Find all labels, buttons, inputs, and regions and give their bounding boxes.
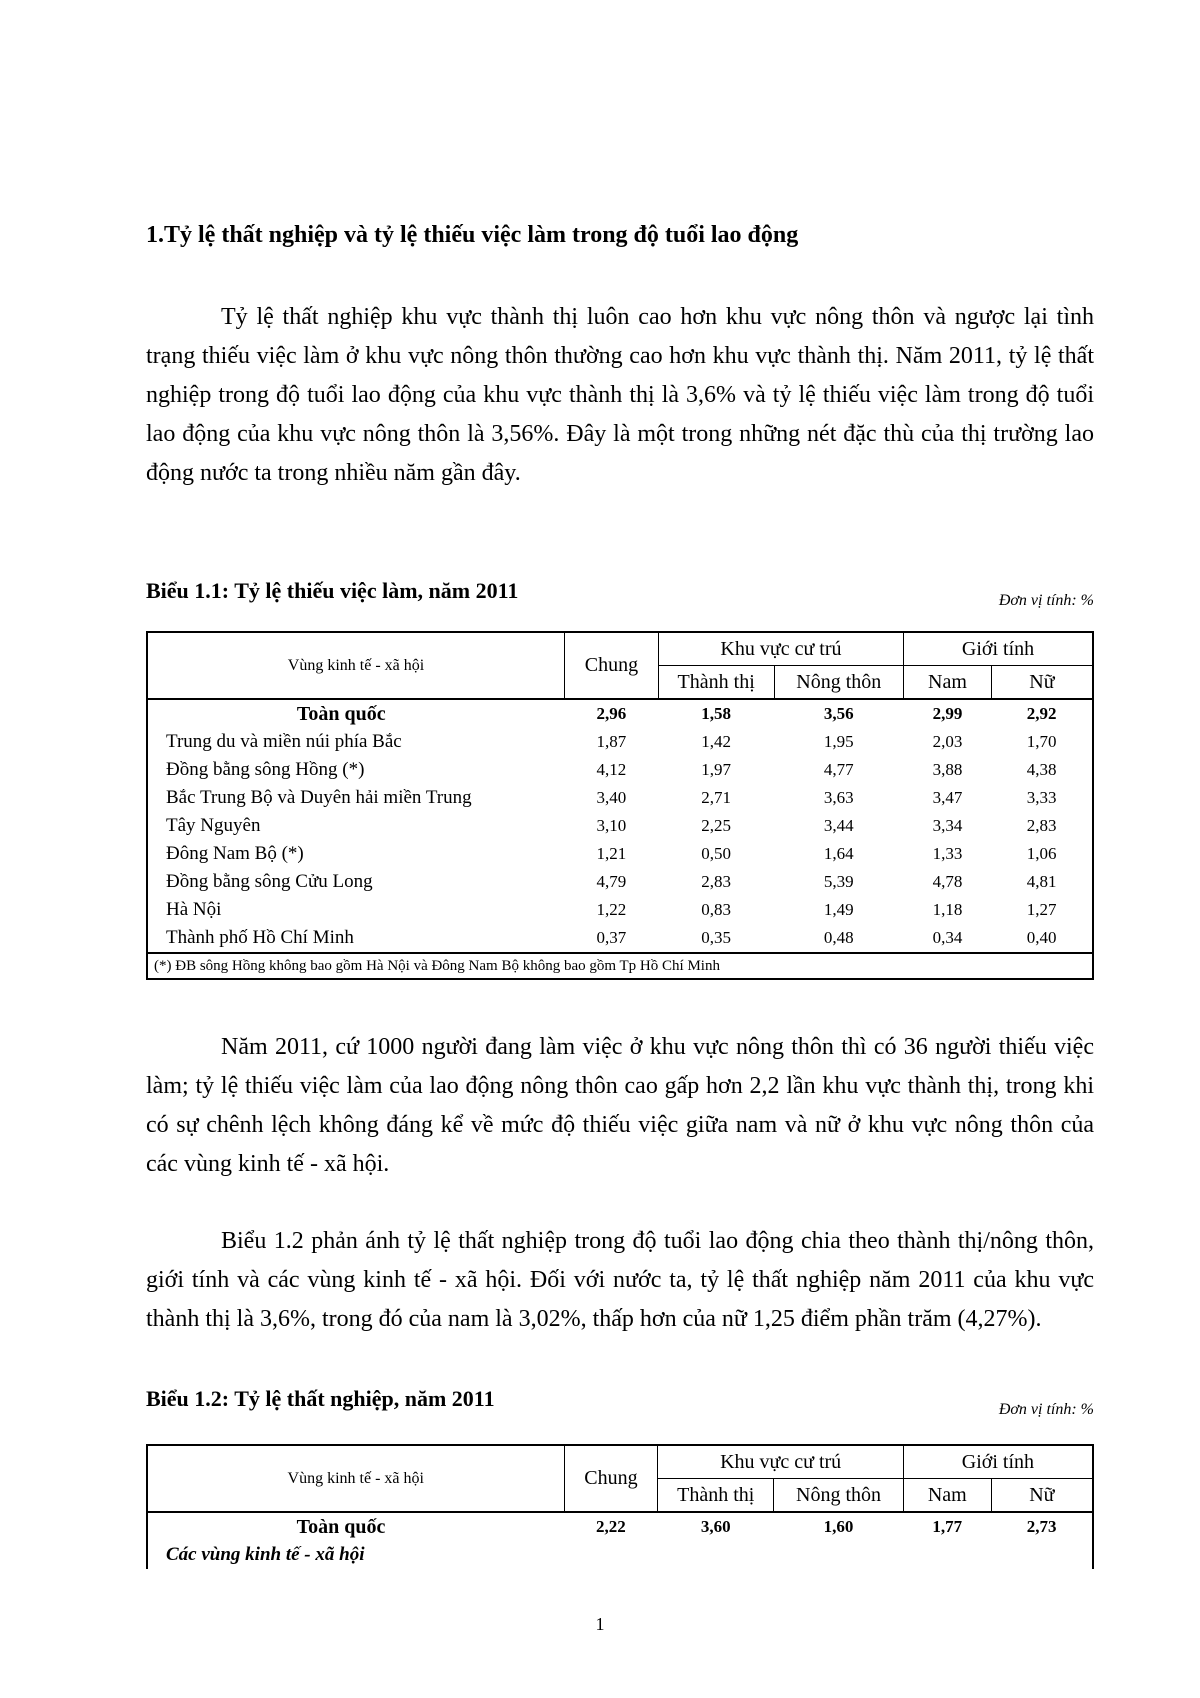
region-name-cell: Toàn quốc (296, 702, 386, 725)
value-cell: 3,44 (823, 816, 854, 835)
region-name-cell: Trung du và miền núi phía Bắc (166, 731, 402, 752)
value-cell: 3,60 (700, 1517, 731, 1536)
table1-header-male: Nam (904, 666, 992, 700)
table2-header-gender: Giới tính (903, 1445, 1093, 1479)
value-cell: 4,81 (1026, 872, 1057, 891)
table2-header-general: Chung (564, 1445, 658, 1512)
value-cell: 2,92 (1026, 704, 1057, 723)
region-name-cell: Bắc Trung Bộ và Duyên hải miền Trung (166, 787, 472, 808)
region-name-cell: Đồng bằng sông Hồng (*) (166, 759, 365, 780)
value-cell: 4,78 (932, 872, 963, 891)
table-unemployment (146, 1444, 1094, 1569)
value-cell: 3,40 (596, 788, 627, 807)
value-cell: 3,63 (823, 788, 854, 807)
table-row (147, 784, 1093, 812)
value-cell: 1,49 (823, 900, 854, 919)
value-cell: 2,99 (932, 704, 963, 723)
value-cell: 2,71 (701, 788, 732, 807)
region-name-cell: Tây Nguyên (166, 815, 261, 836)
region-name-cell: Toàn quốc (296, 1515, 386, 1538)
value-cell: 2,96 (596, 704, 627, 723)
table-row (147, 840, 1093, 868)
table2-header-residence: Khu vực cư trú (658, 1445, 904, 1479)
table-row (147, 728, 1093, 756)
region-name-cell: Hà Nội (166, 899, 222, 920)
table1-body (147, 699, 1093, 953)
table-row-total (147, 1512, 1093, 1541)
value-cell: 1,87 (596, 732, 627, 751)
value-cell: 1,95 (823, 732, 854, 751)
value-cell: 0,35 (701, 928, 732, 947)
table2-unit: Đơn vị tính: % (998, 1401, 1094, 1418)
value-cell: 3,33 (1026, 788, 1057, 807)
table1-header-gender: Giới tính (904, 632, 1093, 666)
value-cell: 4,77 (823, 760, 854, 779)
region-name-cell: Đông Nam Bộ (*) (166, 843, 304, 864)
value-cell: 2,83 (701, 872, 732, 891)
value-cell: 5,39 (823, 872, 854, 891)
region-name-cell: Đồng bằng sông Cửu Long (166, 871, 373, 892)
value-cell: 3,56 (823, 704, 854, 723)
table2-header-rural: Nông thôn (774, 1479, 904, 1513)
value-cell: 2,03 (932, 732, 963, 751)
table-row (147, 756, 1093, 784)
value-cell: 1,33 (932, 844, 963, 863)
table1-header-general: Chung (565, 632, 659, 699)
value-cell: 0,37 (596, 928, 627, 947)
value-cell: 4,38 (1026, 760, 1057, 779)
table2-subheading: Các vùng kinh tế - xã hội (166, 1544, 365, 1565)
table1-header-region: Vùng kinh tế - xã hội (147, 632, 565, 699)
table1-note: (*) ĐB sông Hồng không bao gồm Hà Nội và Đông Nam Bộ không bao gồm Tp Hồ Chí Minh (147, 953, 1093, 979)
value-cell: 2,22 (596, 1517, 626, 1536)
value-cell: 1,60 (823, 1517, 854, 1536)
region-name-cell: Thành phố Hồ Chí Minh (166, 927, 354, 948)
value-cell: 0,50 (701, 844, 732, 863)
table-row-total (147, 699, 1093, 728)
table-row (147, 812, 1093, 840)
table-row (147, 896, 1093, 924)
table2-header-region: Vùng kinh tế - xã hội (147, 1445, 564, 1512)
table1-header-rural: Nông thôn (774, 666, 904, 700)
value-cell: 2,83 (1026, 816, 1057, 835)
table2-header-urban: Thành thị (658, 1479, 774, 1513)
value-cell: 1,58 (701, 704, 732, 723)
value-cell: 1,97 (701, 760, 732, 779)
table1-header-female: Nữ (991, 666, 1093, 700)
value-cell: 0,34 (932, 928, 963, 947)
value-cell: 0,40 (1026, 928, 1057, 947)
value-cell: 4,12 (596, 760, 627, 779)
table1-caption: Biểu 1.1: Tỷ lệ thiếu việc làm, năm 2011 (146, 578, 519, 603)
value-cell: 1,64 (823, 844, 854, 863)
value-cell: 1,70 (1026, 732, 1057, 751)
value-cell: 1,06 (1026, 844, 1057, 863)
value-cell: 2,25 (701, 816, 732, 835)
paragraph-1: Tỷ lệ thất nghiệp khu vực thành thị luôn cao hơn khu vực nông thôn và ngược lại tình trạng thiếu việc làm ở khu vực nông thôn thường cao hơn khu vực thành thị. Năm 2011, tỷ lệ thất nghiệp trong độ tuổi lao động của khu vực thành thị là 3,6% và tỷ lệ thiếu việc làm trong độ tuổi lao động của khu vực nông thôn là 3,56%. Đây là một trong những nét đặc thù của thị trường lao động nước ta trong nhiều năm gần đây. (146, 304, 1094, 486)
table-underemployment (146, 631, 1094, 980)
value-cell: 1,21 (596, 844, 627, 863)
value-cell: 1,18 (932, 900, 963, 919)
table2-header-female: Nữ (991, 1479, 1093, 1513)
value-cell: 1,77 (932, 1517, 963, 1536)
table1-header-urban: Thành thị (658, 666, 774, 700)
page-number: 1 (595, 1614, 605, 1634)
value-cell: 0,83 (701, 900, 732, 919)
value-cell: 4,79 (596, 872, 627, 891)
value-cell: 3,34 (932, 816, 963, 835)
paragraph-2: Năm 2011, cứ 1000 người đang làm việc ở khu vực nông thôn thì có 36 người thiếu việc làm; tỷ lệ thiếu việc làm của lao động nông thôn cao gấp hơn 2,2 lần khu vực thành thị, trong khi có sự chênh lệch không đáng kể về mức độ thiếu việc giữa nam và nữ ở khu vực nông thôn của các vùng kinh tế - xã hội. (146, 1034, 1094, 1177)
paragraph-3: Biểu 1.2 phản ánh tỷ lệ thất nghiệp trong độ tuổi lao động chia theo thành thị/nông thôn, giới tính và các vùng kinh tế - xã hội. Đối với nước ta, tỷ lệ thất nghiệp năm 2011 của khu vực thành thị là 3,6%, trong đó của nam là 3,02%, thấp hơn của nữ 1,25 điểm phần trăm (4,27%). (146, 1228, 1094, 1332)
value-cell: 1,27 (1026, 900, 1057, 919)
table-row (147, 924, 1093, 953)
table-row (147, 868, 1093, 896)
table2-caption: Biểu 1.2: Tỷ lệ thất nghiệp, năm 2011 (146, 1386, 495, 1411)
value-cell: 1,22 (596, 900, 627, 919)
section-heading: 1.Tỷ lệ thất nghiệp và tỷ lệ thiếu việc làm trong độ tuổi lao động (146, 222, 799, 248)
value-cell: 3,88 (932, 760, 963, 779)
value-cell: 2,73 (1026, 1517, 1057, 1536)
table1-header-residence: Khu vực cư trú (658, 632, 903, 666)
table2-header-male: Nam (903, 1479, 991, 1513)
table2-body (147, 1512, 1093, 1541)
value-cell: 0,48 (823, 928, 854, 947)
table1-unit: Đơn vị tính: % (998, 592, 1094, 609)
value-cell: 3,47 (932, 788, 963, 807)
value-cell: 1,42 (701, 732, 732, 751)
value-cell: 3,10 (596, 816, 627, 835)
